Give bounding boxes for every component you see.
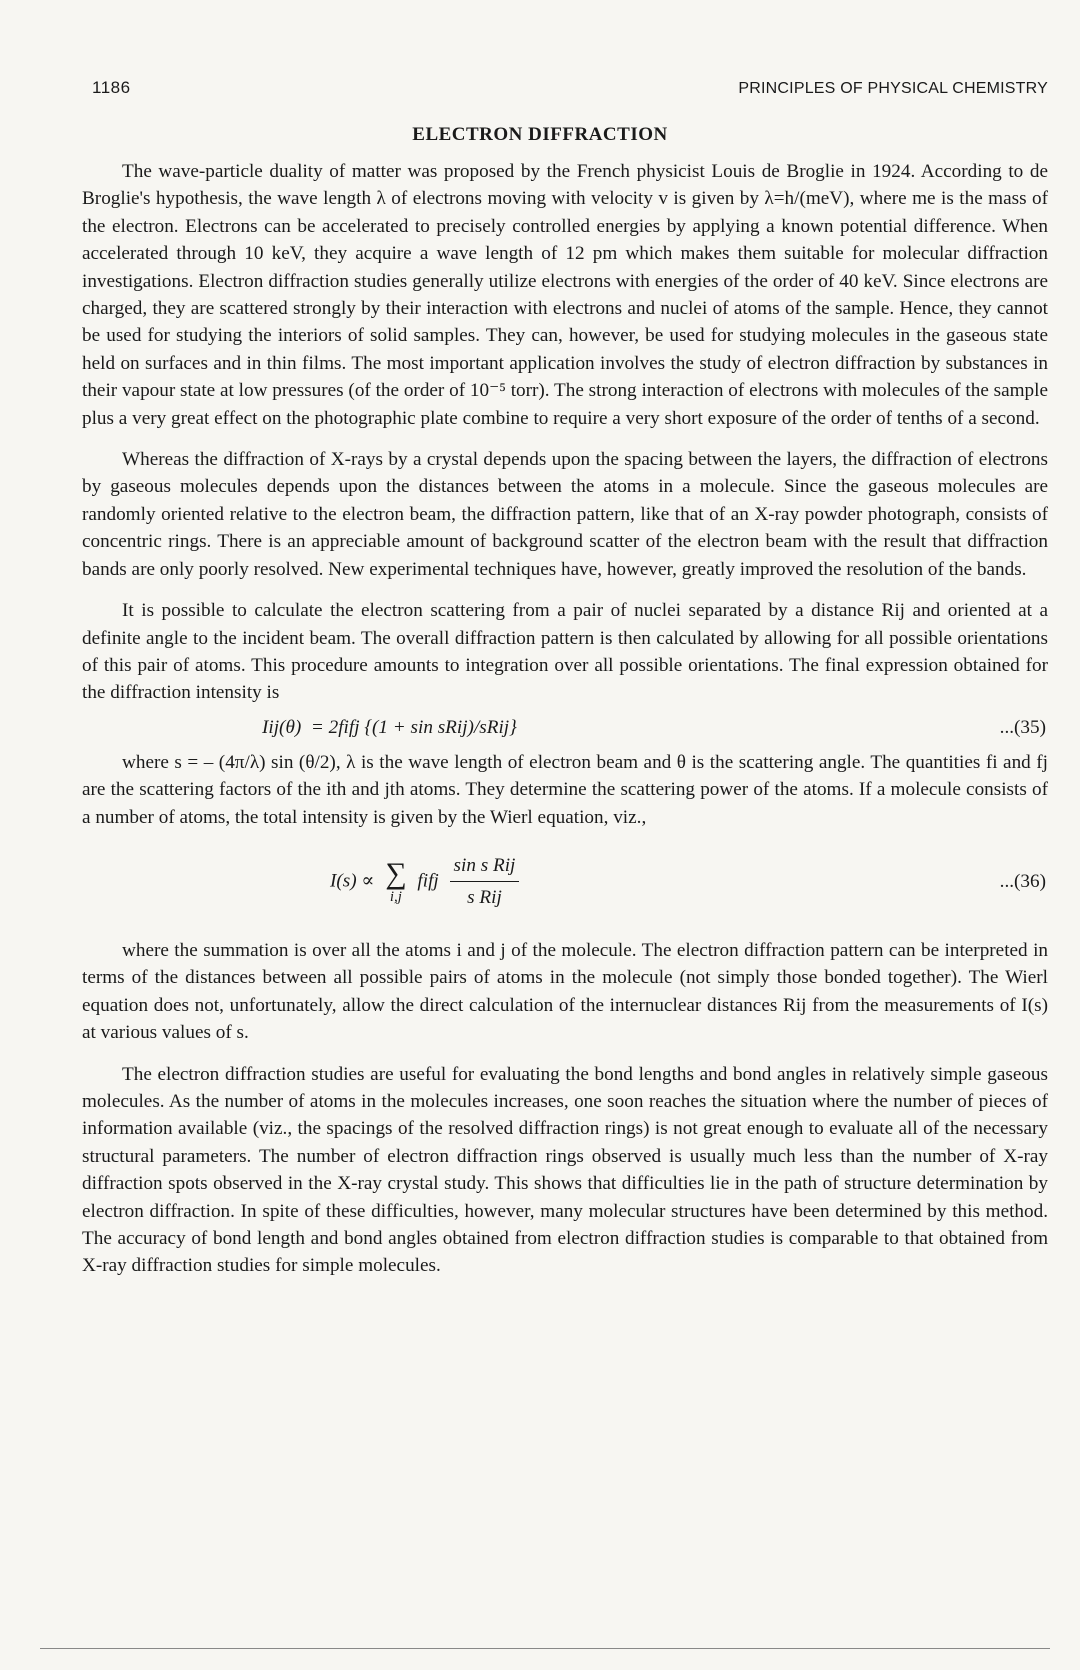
- footer-rule: [40, 1648, 1050, 1649]
- paragraph-applications: The electron diffraction studies are useful for evaluating the bond lengths and bond angles in relatively simple gaseous molecules. As the number of atoms in the molecules increases, one soon reaches the situation where the number of pieces of information available (viz., the spacings of the resolved diffraction rings) is not great enough to evaluate all of the necessary structural parameters. The number of electron diffraction rings observed is usually much less than the number of X-ray diffraction spots observed in the X-ray crystal study. This shows that difficulties lie in the path of structure determination by electron diffraction. In spite of these difficulties, however, many molecular structures have been determined by this method. The accuracy of bond length and bond angles obtained from electron diffraction studies is comparable to that obtained from X-ray diffraction studies for simple molecules.: [82, 1063, 1048, 1277]
- summation-symbol: [385, 856, 407, 905]
- equation-36-number: ...(36): [999, 871, 1046, 893]
- equation-35-lhs: Iij(θ): [262, 717, 302, 739]
- fraction-numerator: sin s Rij: [450, 852, 520, 882]
- equation-36-body: [330, 852, 519, 912]
- equation-36-lhs: I(s) ∝: [330, 870, 375, 892]
- body-text: [82, 158, 1048, 1280]
- equation-35: [82, 713, 1048, 743]
- sigma-glyph: ∑: [385, 856, 407, 890]
- paragraph-xray-comparison: Whereas the diffraction of X-rays by a crystal depends upon the spacing between the layers, the diffraction of electrons by gaseous molecules depends upon the distances between the atoms in a molecule. Since the gaseous molecules are randomly oriented relative to the electron beam, the diffraction pattern, like that of an X-ray powder photograph, consists of concentric rings. There is an appreciable amount of background scatter of the electron beam with the result that diffraction bands are only poorly resolved. New experimental techniques have, however, greatly improved the resolution of the bands.: [82, 449, 1048, 580]
- equation-36-fraction: [450, 852, 520, 912]
- summation-index: i,j: [389, 888, 402, 905]
- section-title: ELECTRON DIFFRACTION: [412, 124, 668, 145]
- equation-36-wierl: [82, 837, 1048, 927]
- paragraph-scattering-calculation: It is possible to calculate the electron scattering from a pair of nuclei separated by a distance Rij and oriented at a definite angle to the incident beam. The overall diffraction pattern is then calculated by allowing for all possible orientations of this pair of atoms. This procedure amounts to integration over all possible orientations. The final expression obtained for the diffraction intensity is: [82, 600, 1048, 704]
- paragraph-wierl-summation: where the summation is over all the atoms i and j of the molecule. The electron diffraction pattern can be interpreted in terms of the distances between all possible pairs of atoms in the molecule (not simply those bonded together). The Wierl equation does not, unfortunately, allow the direct calculation of the internuclear distances Rij from the measurements of I(s) at various values of s.: [82, 939, 1048, 1044]
- equation-35-number: ...(35): [999, 717, 1046, 739]
- equation-35-body: [262, 714, 517, 741]
- paragraph-scattering-variables: where s = – (4π/λ) sin (θ/2), λ is the wave length of electron beam and θ is the scattering angle. The quantities fi and fj are the scattering factors of the ith and jth atoms. They determine the scattering power of the atoms. If a molecule consists of a number of atoms, the total intensity is given by the Wierl equation, viz.,: [82, 751, 1048, 828]
- equation-35-rhs: = 2fifj {(1 + sin sRij)/sRij}: [310, 717, 517, 739]
- fraction-denominator: s Rij: [467, 887, 502, 909]
- page-number: 1186: [92, 78, 131, 97]
- equation-36-factor: fifj: [417, 870, 439, 892]
- running-head: PRINCIPLES OF PHYSICAL CHEMISTRY: [738, 80, 1048, 97]
- paragraph-de-broglie: The wave-particle duality of matter was proposed by the French physicist Louis de Broglie in 1924. According to de Broglie's hypothesis, the wave length λ of electrons moving with velocity v is given by λ=h/(meV), where me is the mass of the electron. Electrons can be accelerated to precisely controlled energies by applying a known potential difference. When accelerated through 10 keV, they acquire a wave length of 12 pm which makes them suitable for molecular diffraction investigations. Electron diffraction studies generally utilize electrons with energies of the order of 40 keV. Since electrons are charged, they are scattered strongly by their interaction with electrons and nuclei of atoms of the sample. Hence, they cannot be used for studying the interiors of solid samples. They can, however, be used for studying molecules in the gaseous state held on surfaces and in thin films. The most important application involves the study of electron diffraction by substances in their vapour state at low pressures (of the order of 10⁻⁵ torr). The strong interaction of electrons with molecules of the sample plus a very great effect on the photographic plate combine to require a very short exposure of the order of tenths of a second.: [82, 161, 1048, 429]
